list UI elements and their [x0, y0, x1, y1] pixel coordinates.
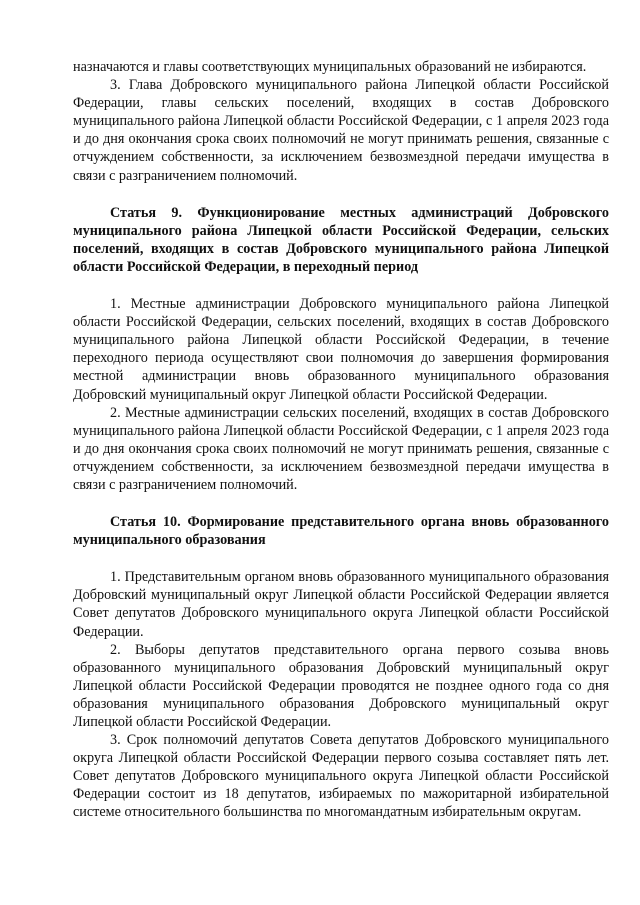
article9-paragraph2: 2. Местные администрации сельских поселений, входящих в состав Добровского муниципального района Липецкой области Российской Федерации, с 1 апреля 2023 года и до дня окончания срока своих полномочий не могут принимать решения, связанные с отчуждением собственности, за исключением безвозмездной передачи имущества в связи с разграничением полномочий. [73, 404, 609, 493]
article9-paragraph1: 1. Местные администрации Добровского муниципального района Липецкой области Российской Федерации, сельских поселений, входящих в состав Добровского муниципального района Липецкой области Российской Федерации, в течение переходного периода осуществляют свои полномочия до завершения формирования местной администрации вновь образованного муниципального образования Добровский муниципальный округ Липецкой области Российской Федерации. [73, 296, 609, 403]
article9-heading: Статья 9. Функционирование местных администраций Добровского муниципального района Липецкой области Российской Федерации, сельских поселений, входящих в состав Добровского муниципального района Липецкой области Российской Федерации, в переходный период [73, 204, 609, 275]
spacer [73, 185, 609, 204]
document-page [73, 58, 609, 822]
spacer [73, 494, 609, 513]
article10-paragraph3: 3. Срок полномочий депутатов Совета депутатов Добровского муниципального округа Липецкой области Российской Федерации первого созыва составляет пять лет. Совет депутатов Добровского муниципального округа Липецкой области Российской Федерации состоит из 18 депутатов, избираемых по мажоритарной избирательной системе относительного большинства по многомандатным избирательным округам. [73, 732, 609, 821]
article8-paragraph3: 3. Глава Добровского муниципального района Липецкой области Российской Федерации, главы сельских поселений, входящих в состав Добровского муниципального района Липецкой области Российской Федерации, с 1 апреля 2023 года и до дня окончания срока своих полномочий не могут принимать решения, связанные с отчуждением собственности, за исключением безвозмездной передачи имущества в связи с разграничением полномочий. [73, 77, 609, 184]
article10-paragraph1: 1. Представительным органом вновь образованного муниципального образования Добровский муниципальный округ Липецкой области Российской Федерации является Совет депутатов Добровского муниципального округа Липецкой области Российской Федерации. [73, 569, 609, 640]
article10-heading: Статья 10. Формирование представительного органа вновь образованного муниципального образования [73, 514, 609, 549]
article10-paragraph2: 2. Выборы депутатов представительного органа первого созыва вновь образованного муниципального образования Добровский муниципальный округ Липецкой области Российской Федерации проводятся не позднее одного года со дня образования муниципального образования Добровского муниципальный округ Липецкой области Российской Федерации. [73, 641, 609, 730]
spacer [73, 276, 609, 295]
article8-paragraph2-continuation: назначаются и главы соответствующих муниципальных образований не избираются. [73, 59, 587, 75]
spacer [73, 549, 609, 568]
